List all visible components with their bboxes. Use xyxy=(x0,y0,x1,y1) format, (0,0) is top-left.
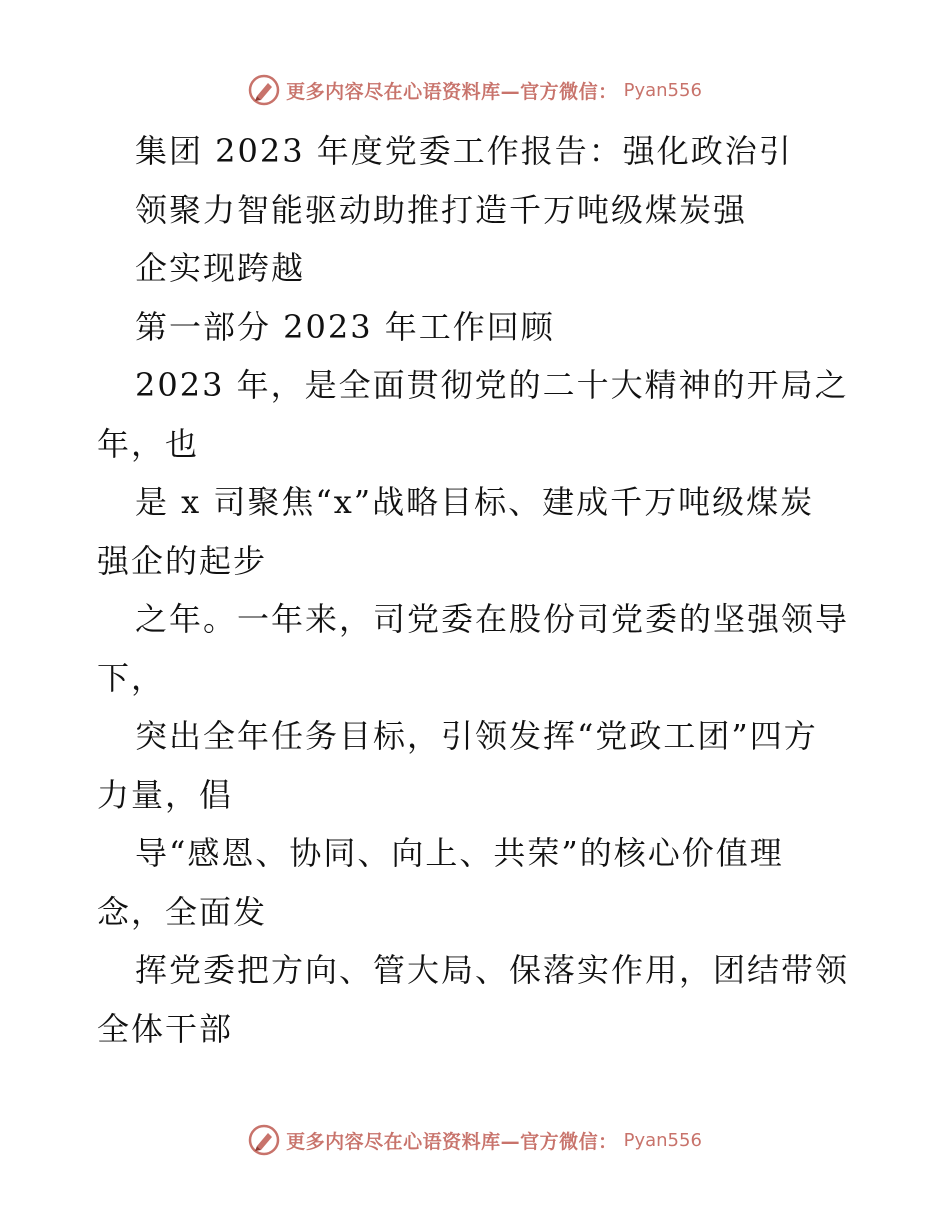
text-line: 强企的起步 xyxy=(97,541,268,580)
pen-logo-icon xyxy=(248,1124,280,1156)
document-body xyxy=(97,122,867,1058)
watermark-handle: Pyan556 xyxy=(623,79,702,101)
text-line: 企实现跨越 xyxy=(135,249,306,287)
text-line: 全体干部 xyxy=(97,1009,234,1048)
text-line: 力量，倡 xyxy=(97,775,234,814)
watermark-text: 更多内容尽在心语资料库—官方微信： xyxy=(286,1130,618,1153)
header-watermark xyxy=(0,70,950,110)
text-line: 下， xyxy=(97,658,166,697)
watermark-handle: Pyan556 xyxy=(623,1129,702,1151)
text-line: 突出全年任务目标，引领发挥“党政工团”四方 xyxy=(135,717,818,755)
text-line: 2023 年，是全面贯彻党的二十大精神的开局之 xyxy=(135,366,849,404)
text-line: 集团 2023 年度党委工作报告：强化政治引 xyxy=(135,132,793,170)
footer-watermark xyxy=(0,1120,950,1160)
text-line: 领聚力智能驱动助推打造千万吨级煤炭强 xyxy=(135,190,748,229)
pen-logo-icon xyxy=(248,74,280,106)
watermark-text: 更多内容尽在心语资料库—官方微信： xyxy=(286,80,618,103)
text-line: 挥党委把方向、管大局、保落实作用，团结带领 xyxy=(135,951,850,989)
text-line: 第一部分 2023 年工作回顾 xyxy=(135,307,555,346)
text-line: 念，全面发 xyxy=(97,892,268,931)
text-line: 是 x 司聚焦“x”战略目标、建成千万吨级煤炭 xyxy=(135,483,815,521)
text-line: 之年。一年来，司党委在股份司党委的坚强领导 xyxy=(135,600,850,638)
text-line: 导“感恩、协同、向上、共荣”的核心价值理 xyxy=(135,834,784,872)
text-line: 年，也 xyxy=(97,424,200,463)
